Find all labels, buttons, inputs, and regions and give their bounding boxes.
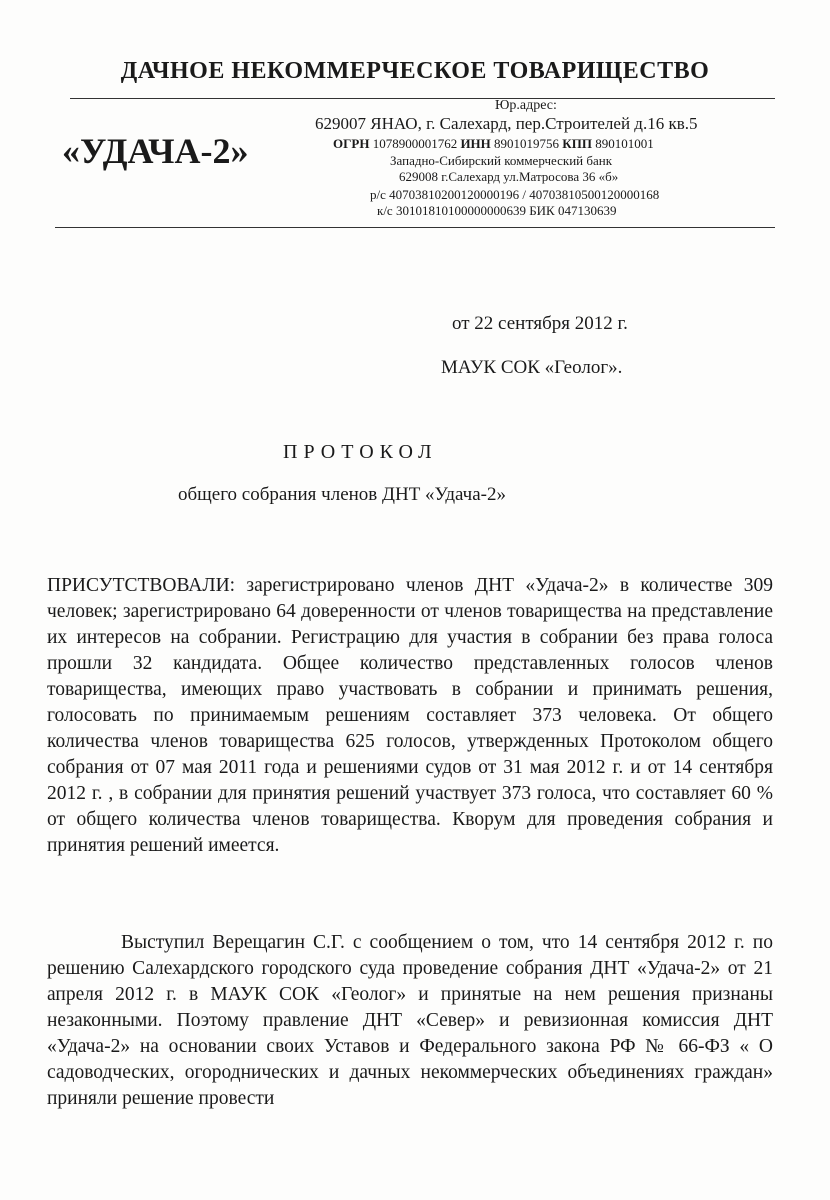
kpp-label: КПП (562, 136, 592, 151)
organization-type-heading: ДАЧНОЕ НЕКОММЕРЧЕСКОЕ ТОВАРИЩЕСТВО (120, 58, 710, 84)
letterhead-top-rule (70, 98, 775, 99)
inn-label: ИНН (460, 136, 491, 151)
attendance-paragraph: ПРИСУТСТВОВАЛИ: зарегистрировано членов ДНТ «Удача-2» в количестве 309 человек; зарегистрировано 64 доверенности от членов товарищества на представление их интересов на собрании. Регистрацию для участия в собрании без права голоса прошли 32 кандидата. Общее количество представленных голосов членов товарищества, имеющих право участвовать в собрании и принимать решения, голосовать по принимаемым решениям составляет 373 человека. От общего количества членов товарищества 625 голосов, утвержденных Протоколом общего собрания от 07 мая 2011 года и решениями судов от 31 мая 2012 г. и от 14 сентября 2012 г. , в собрании для принятия решений участвует 373 голоса, что составляет 60 % от общего количества членов товарищества. Кворум для проведения собрания и принятия решений имеется. (47, 575, 773, 856)
document-date: от 22 сентября 2012 г. (452, 313, 628, 334)
bank-accounts: р/с 40703810200120000196 / 40703810500120000168 (370, 187, 660, 202)
correspondent-account: к/с 30101810100000000639 БИК 047130639 (377, 203, 617, 218)
bank-name: Западно-Сибирский коммерческий банк (390, 153, 613, 168)
letterhead-bottom-rule (55, 227, 775, 228)
document-title: ПРОТОКОЛ (283, 441, 438, 463)
legal-address: 629007 ЯНАО, г. Салехард, пер.Строителей д.16 кв.5 (315, 114, 698, 133)
document-subtitle: общего собрания членов ДНТ «Удача-2» (178, 484, 507, 505)
ogrn-value: 1078900001762 (372, 136, 458, 151)
meeting-place: МАУК СОК «Геолог». (441, 357, 623, 378)
registration-numbers (333, 136, 654, 152)
bank-address: 629008 г.Салехард ул.Матросова 36 «б» (399, 169, 619, 184)
inn-value: 8901019756 (494, 136, 560, 151)
address-label: Юр.адрес: (495, 98, 557, 113)
organization-name: «УДАЧА-2» (62, 131, 249, 171)
ogrn-label: ОГРН (333, 136, 370, 151)
kpp-value: 890101001 (595, 136, 654, 151)
speech-paragraph: Выступил Верещагин С.Г. с сообщением о том, что 14 сентября 2012 г. по решению Салехардского городского суда проведение собрания ДНТ «Удача-2» от 21 апреля 2012 г. в МАУК СОК «Геолог» и принятые на нем решения признаны незаконными. Поэтому правление ДНТ «Север» и ревизионная комиссия ДНТ «Удача-2» на основании своих Уставов и Федерального закона РФ № 66-ФЗ « О садоводческих, огороднических и дачных некоммерческих объединениях граждан» приняли решение провести (47, 932, 773, 1109)
